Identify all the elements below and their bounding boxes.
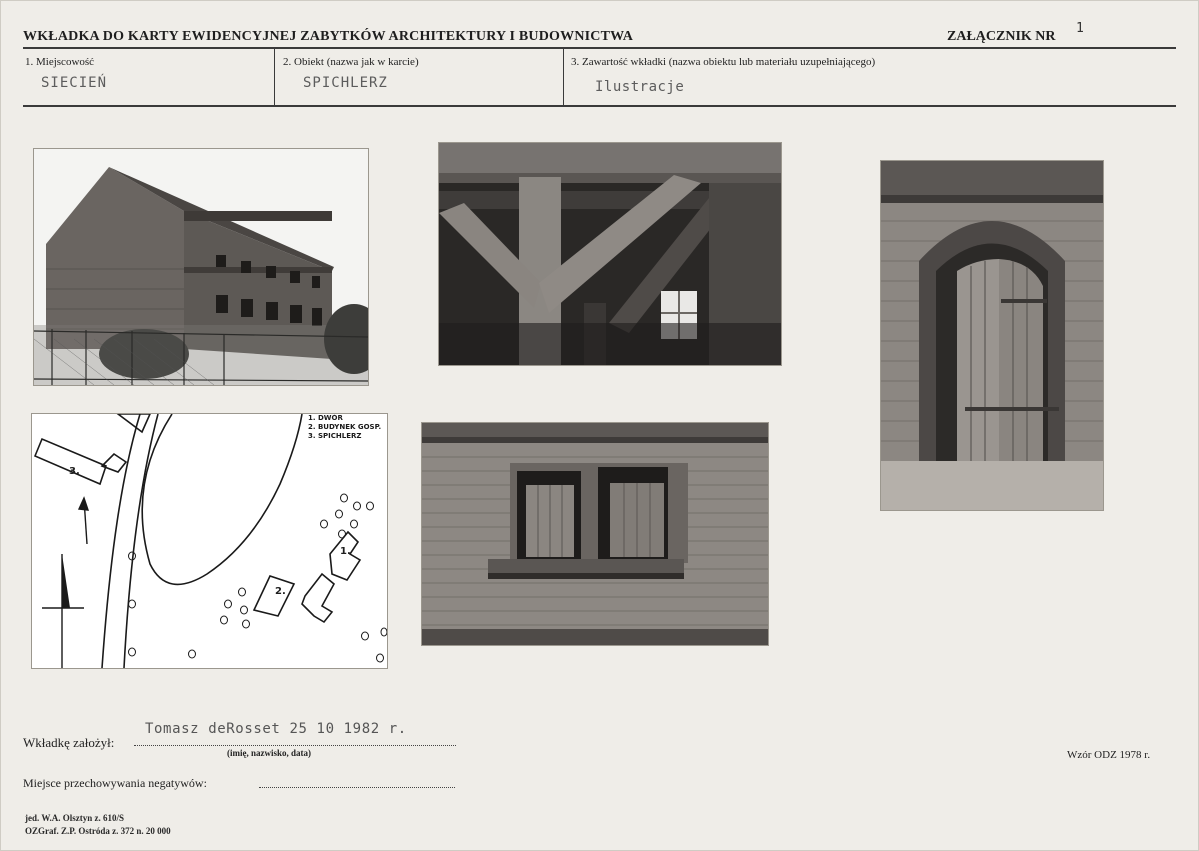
author-value: Tomasz deRosset 25 10 1982 r. (145, 721, 407, 737)
fields-bottom-rule (23, 105, 1176, 107)
location-label: 1. Miejscowość (25, 56, 95, 68)
content-value: Ilustracje (595, 79, 685, 95)
map-label-2: 2. (275, 586, 286, 597)
roof-truss-interior-photo (439, 143, 781, 365)
map-label-1: 1. (340, 546, 351, 557)
map-legend-item: 2. BUDYNEK GOSP. (308, 423, 382, 431)
wall-windows-photo (422, 423, 768, 645)
template-label: Wzór ODZ 1978 r. (1067, 749, 1151, 761)
granary-exterior-photo (34, 149, 368, 385)
map-label-3: 3. (69, 466, 80, 477)
author-hint: (imię, nazwisko, data) (227, 748, 311, 758)
location-value: SIECIEŃ (41, 75, 108, 91)
author-label: Wkładkę założył: (23, 735, 115, 750)
fields-divider-2 (563, 48, 564, 106)
header-rule (23, 47, 1176, 49)
map-legend-item: 1. DWÓR (308, 414, 343, 422)
annex-number: 1 (1076, 21, 1084, 36)
object-value: SPICHLERZ (303, 75, 388, 91)
annex-label: ZAŁĄCZNIK NR (947, 29, 1056, 44)
print-info-line-1: jed. W.A. Olsztyn z. 610/S (25, 813, 125, 823)
print-info-line-2: OZGraf. Z.P. Ostróda z. 372 n. 20 000 (25, 826, 171, 836)
sheet-title: WKŁADKA DO KARTY EWIDENCYJNEJ ZABYTKÓW ARCHITEKTURY I BUDOWNICTWA (23, 29, 634, 44)
content-label: 3. Zawartość wkładki (nazwa obiektu lub materiału uzupełniającego) (571, 56, 876, 68)
negatives-label: Miejsce przechowywania negatywów: (23, 776, 207, 790)
negatives-dotted-line (259, 787, 455, 788)
fields-divider-1 (274, 48, 275, 106)
map-legend (308, 414, 381, 441)
author-dotted-line (134, 745, 456, 746)
object-label: 2. Obiekt (nazwa jak w karcie) (283, 56, 419, 68)
map-legend-item: 3. SPICHLERZ (308, 432, 362, 440)
arched-window-photo (881, 161, 1103, 510)
site-plan-map (32, 414, 387, 668)
